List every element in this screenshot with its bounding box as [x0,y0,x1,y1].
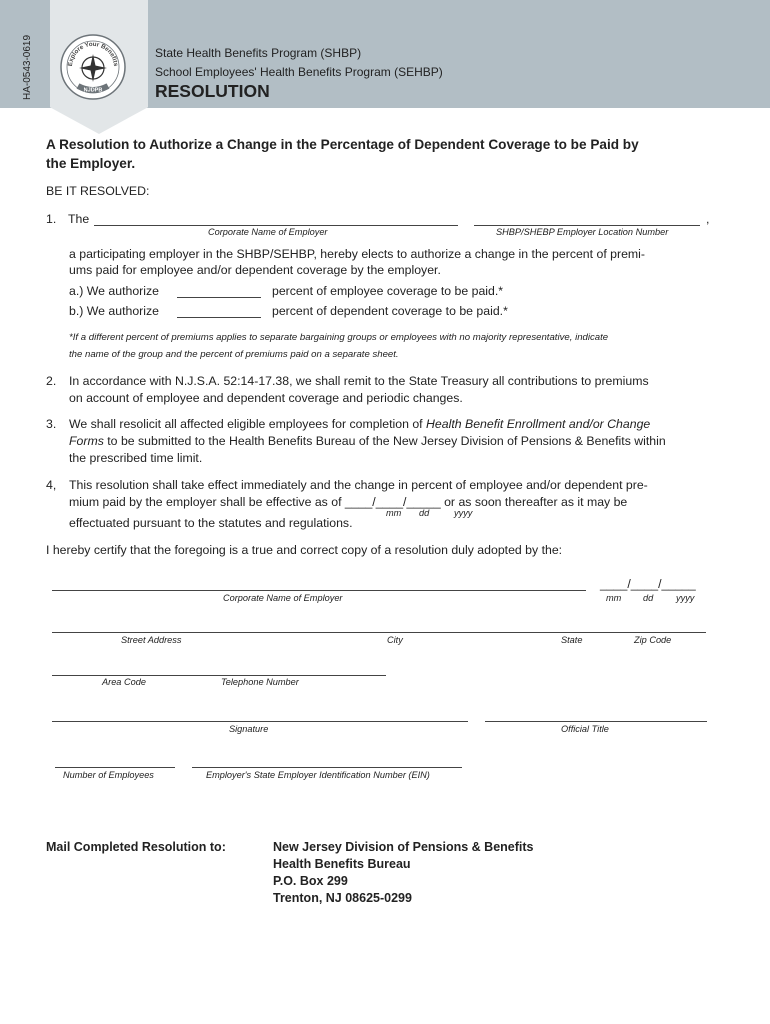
cert-date-yyyy: yyyy [676,593,695,603]
njdpb-logo [60,34,126,100]
resolution-title-line2: the Employer. [46,156,136,171]
form-number: HA-0543-0619 [22,34,33,100]
cert-date-mm: mm [606,593,622,603]
item3-line1-b: Health Benefit Enrollment and/or Change [426,417,651,431]
item4-line2-a: mium paid by the employer shall be effective as of [69,495,342,509]
dependent-percent-field[interactable] [177,317,261,318]
item3-line3: the prescribed time limit. [69,451,203,465]
item2-number: 2. [46,374,57,388]
signature-label: Signature [229,724,269,734]
item1b-text: percent of dependent coverage to be paid.* [272,304,508,318]
item1b-label: b.) We authorize [69,304,159,318]
mail-line3: P.O. Box 299 [273,874,348,888]
item4-line1: This resolution shall take effect immediately and the change in percent of employee and/or dependent pre- [69,478,648,492]
effective-date-mm: mm [386,508,402,518]
employee-percent-field[interactable] [177,297,261,298]
effective-date-yyyy: yyyy [454,508,473,518]
item1a-label: a.) We authorize [69,284,159,298]
mail-line1: New Jersey Division of Pensions & Benefits [273,840,534,854]
item4-number: 4, [46,478,57,492]
effective-date-field[interactable]: ____/____/_____ [344,495,441,509]
item1-the: The [68,212,90,226]
ein-label: Employer's State Employer Identification Number (EIN) [206,770,430,780]
be-it-resolved: BE IT RESOLVED: [46,184,150,198]
signature-field[interactable] [52,721,468,722]
svg-text:Explore Your Benefits: Explore Your Benefits [66,40,120,67]
num-employees-field[interactable] [55,767,175,768]
doc-title: RESOLUTION [155,81,270,101]
program-shbp: State Health Benefits Program (SHBP) [155,46,362,60]
item1-number: 1. [46,212,57,226]
item1a-text: percent of employee coverage to be paid.* [272,284,504,298]
city-label: City [387,635,403,645]
item3-line1-a: We shall resolicit all affected eligible employees for completion of [69,417,423,431]
state-label: State [561,635,583,645]
cert-corp-name-label: Corporate Name of Employer [223,593,343,603]
cert-date-field[interactable]: ____/____/_____ [600,577,696,591]
item3-line2-a: Forms [69,434,104,448]
zip-label: Zip Code [634,635,672,645]
mail-line2: Health Benefits Bureau [273,857,411,871]
logo-bottom-text: NJDPB [83,87,103,94]
ein-field[interactable] [192,767,462,768]
item1-text-line1: a participating employer in the SHBP/SEHBP, hereby elects to authorize a change in the percent of premi- [69,247,645,261]
item3-line2 [69,434,666,448]
area-code-label: Area Code [102,677,146,687]
corp-name-field[interactable] [94,225,458,226]
location-number-label: SHBP/SHEBP Employer Location Number [496,227,669,237]
street-label: Street Address [121,635,182,645]
item3-line2-b: to be submitted to the Health Benefits Bureau of the New Jersey Division of Pensions & Benefits within [107,434,666,448]
mail-line4: Trenton, NJ 08625-0299 [273,891,412,905]
program-sehbp: School Employees' Health Benefits Program (SEHBP) [155,65,443,79]
cert-date-dd: dd [643,593,654,603]
location-number-field[interactable] [474,225,700,226]
footnote-line2: the name of the group and the percent of premiums paid on a separate sheet. [69,349,399,360]
item2-line1: In accordance with N.J.S.A. 52:14-17.38, we shall remit to the State Treasury all contributions to premiums [69,374,649,388]
official-title-field[interactable] [485,721,707,722]
corp-name-label: Corporate Name of Employer [208,227,328,237]
item3-line1 [69,417,650,431]
effective-date-dd: dd [419,508,430,518]
official-title-label: Official Title [561,724,609,734]
cert-corp-name-field[interactable] [52,590,586,591]
telephone-label: Telephone Number [221,677,299,687]
item4-line2-b: or as soon thereafter as it may be [444,495,628,509]
certify-text: I hereby certify that the foregoing is a true and correct copy of a resolution duly adopted by the: [46,543,563,557]
mail-label: Mail Completed Resolution to: [46,840,226,854]
item2-line2: on account of employee and dependent coverage and periodic changes. [69,391,463,405]
num-employees-label: Number of Employees [63,770,154,780]
phone-field[interactable] [52,675,386,676]
address-field[interactable] [52,632,706,633]
item1-comma: , [706,212,710,226]
item4-line2 [69,495,627,509]
item4-line3: effectuated pursuant to the statutes and regulations. [69,516,353,530]
item1-text-line2: ums paid for employee and/or dependent coverage by the employer. [69,263,441,277]
footnote-line1: *If a different percent of premiums applies to separate bargaining groups or employees with no majority representative, indicate [69,332,609,343]
resolution-title-line1: A Resolution to Authorize a Change in the Percentage of Dependent Coverage to be Paid by [46,137,639,152]
item3-number: 3. [46,417,57,431]
